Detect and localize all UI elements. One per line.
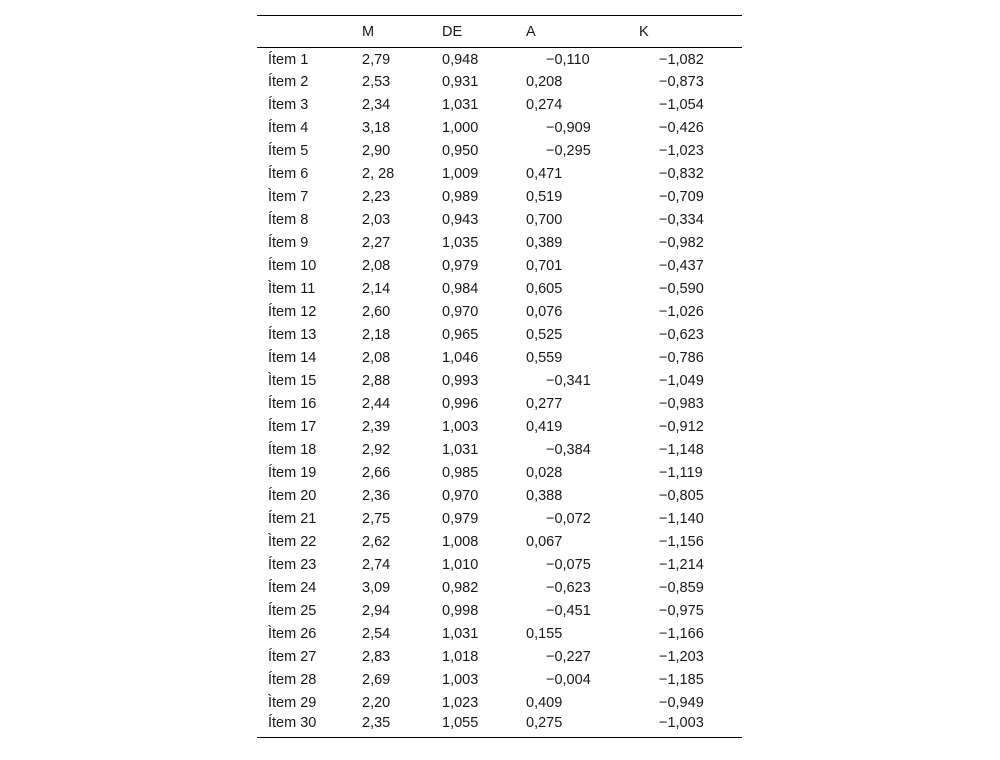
skewness-value: 0,388: [526, 488, 563, 504]
skewness-value: 0,028: [526, 465, 563, 481]
skewness-value: 0,700: [526, 212, 563, 228]
skewness-value: 0,525: [526, 327, 563, 343]
sd-value: 0,970: [442, 304, 479, 320]
mean-value: 2,94: [362, 603, 391, 619]
item-statistics-table: [257, 15, 742, 738]
item-label: Ítem 6: [268, 166, 309, 182]
skewness-value: −0,110: [546, 52, 590, 69]
item-label: Ítem 17: [268, 419, 317, 435]
item-label: Ítem 18: [268, 442, 317, 458]
table-row: [257, 508, 742, 531]
mean-value: 2,69: [362, 672, 391, 688]
skewness-value: 0,274: [526, 97, 563, 113]
table-row: [257, 600, 742, 623]
sd-value: 1,055: [442, 715, 479, 732]
skewness-value: 0,389: [526, 235, 563, 251]
kurtosis-value: −1,140: [659, 511, 704, 527]
sd-value: 0,985: [442, 465, 479, 481]
kurtosis-value: −1,185: [659, 672, 704, 688]
item-label: Ítem 5: [268, 143, 309, 159]
sd-value: 1,003: [442, 419, 479, 435]
skewness-value: 0,208: [526, 74, 563, 90]
mean-value: 2,36: [362, 488, 391, 504]
sd-value: 1,023: [442, 695, 479, 711]
item-label: Ítem 27: [268, 649, 317, 665]
kurtosis-value: −0,426: [659, 120, 704, 136]
kurtosis-value: −0,832: [659, 166, 704, 182]
item-label: Ítem 4: [268, 120, 309, 136]
item-label: Ìtem 29: [268, 695, 317, 711]
table-row: [257, 140, 742, 163]
skewness-value: −0,341: [546, 373, 591, 389]
item-label: Ìtem 15: [268, 373, 317, 389]
table-row: [257, 439, 742, 462]
kurtosis-value: −0,983: [659, 396, 704, 412]
table-row: [257, 462, 742, 485]
sd-value: 0,965: [442, 327, 479, 343]
item-label: Ìtem 22: [268, 534, 317, 550]
skewness-value: −0,072: [546, 511, 591, 527]
table-row: [257, 163, 742, 186]
mean-value: 3,18: [362, 120, 391, 136]
sd-value: 0,984: [442, 281, 479, 297]
table-row: [257, 370, 742, 393]
table-row: [257, 278, 742, 301]
item-label: Ítem 30: [268, 715, 317, 732]
table-row: [257, 255, 742, 278]
item-label: Ítem 21: [268, 511, 317, 527]
mean-value: 2,14: [362, 281, 391, 297]
kurtosis-value: −0,334: [659, 212, 704, 228]
table-row: [257, 485, 742, 508]
table-body: [257, 48, 742, 738]
skewness-value: 0,409: [526, 695, 563, 711]
mean-value: 2,44: [362, 396, 391, 412]
mean-value: 2,62: [362, 534, 391, 550]
kurtosis-value: −0,437: [659, 258, 704, 274]
table-header: [257, 16, 742, 48]
skewness-value: −0,623: [546, 580, 591, 596]
sd-value: 1,031: [442, 626, 479, 642]
kurtosis-value: −1,054: [659, 97, 704, 113]
header-de: DE: [442, 23, 463, 40]
item-label: Ítem 20: [268, 488, 317, 504]
item-label: Ítem 9: [268, 235, 309, 251]
mean-value: 2, 28: [362, 166, 395, 182]
item-label: Ìtem 11: [268, 281, 316, 297]
skewness-value: 0,155: [526, 626, 563, 642]
skewness-value: −0,909: [546, 120, 591, 136]
mean-value: 2,83: [362, 649, 391, 665]
item-label: Ítem 24: [268, 580, 317, 596]
sd-value: 1,035: [442, 235, 479, 251]
table-row: [257, 232, 742, 255]
kurtosis-value: −0,859: [659, 580, 704, 596]
sd-value: 0,993: [442, 373, 479, 389]
mean-value: 2,92: [362, 442, 391, 458]
skewness-value: −0,384: [546, 442, 591, 458]
table-row: [257, 623, 742, 646]
item-label: Ítem 3: [268, 97, 309, 113]
item-label: Ítem 2: [268, 74, 309, 90]
table-row: [257, 416, 742, 439]
mean-value: 2,79: [362, 52, 391, 69]
sd-value: 0,979: [442, 511, 479, 527]
table-row: [257, 94, 742, 117]
kurtosis-value: −0,590: [659, 281, 704, 297]
item-label: Ítem 23: [268, 557, 317, 573]
table-row: [257, 393, 742, 416]
mean-value: 2,08: [362, 350, 391, 366]
header-a: A: [526, 23, 536, 40]
kurtosis-value: −0,982: [659, 235, 704, 251]
skewness-value: 0,519: [526, 189, 563, 205]
kurtosis-value: −1,049: [659, 373, 704, 389]
kurtosis-value: −0,975: [659, 603, 704, 619]
mean-value: 2,23: [362, 189, 391, 205]
mean-value: 2,03: [362, 212, 391, 228]
table-row: [257, 324, 742, 347]
mean-value: 2,20: [362, 695, 391, 711]
mean-value: 2,90: [362, 143, 391, 159]
item-label: Ìtem 7: [268, 189, 309, 205]
table-row: [257, 715, 742, 738]
skewness-value: 0,559: [526, 350, 563, 366]
kurtosis-value: −0,949: [659, 695, 704, 711]
mean-value: 3,09: [362, 580, 391, 596]
kurtosis-value: −1,203: [659, 649, 704, 665]
item-label: Ìtem 26: [268, 626, 317, 642]
kurtosis-value: −0,709: [659, 189, 704, 205]
kurtosis-value: −1,214: [659, 557, 704, 573]
skewness-value: −0,295: [546, 143, 591, 159]
kurtosis-value: −1,026: [659, 304, 704, 320]
skewness-value: 0,277: [526, 396, 563, 412]
kurtosis-value: −1,148: [659, 442, 704, 458]
skewness-value: −0,227: [546, 649, 591, 665]
sd-value: 1,031: [442, 442, 479, 458]
kurtosis-value: −0,873: [659, 74, 704, 90]
sd-value: 0,979: [442, 258, 479, 274]
mean-value: 2,27: [362, 235, 391, 251]
table-row: [257, 577, 742, 600]
item-label: Ítem 13: [268, 327, 317, 343]
mean-value: 2,34: [362, 97, 391, 113]
sd-value: 1,003: [442, 672, 479, 688]
sd-value: 1,031: [442, 97, 479, 113]
sd-value: 1,010: [442, 557, 479, 573]
kurtosis-value: −0,623: [659, 327, 704, 343]
header-row: [257, 16, 742, 48]
skewness-value: 0,471: [526, 166, 563, 182]
sd-value: 1,018: [442, 649, 479, 665]
mean-value: 2,54: [362, 626, 391, 642]
sd-value: 1,046: [442, 350, 479, 366]
skewness-value: −0,004: [546, 672, 591, 688]
mean-value: 2,39: [362, 419, 391, 435]
skewness-value: 0,067: [526, 534, 563, 550]
sd-value: 0,970: [442, 488, 479, 504]
mean-value: 2,08: [362, 258, 391, 274]
mean-value: 2,74: [362, 557, 391, 573]
sd-value: 0,996: [442, 396, 479, 412]
table-row: [257, 347, 742, 370]
sd-value: 1,009: [442, 166, 479, 182]
item-label: Ítem 19: [268, 465, 317, 481]
sd-value: 0,982: [442, 580, 479, 596]
mean-value: 2,88: [362, 373, 391, 389]
sd-value: 1,000: [442, 120, 479, 136]
mean-value: 2,60: [362, 304, 391, 320]
sd-value: 0,998: [442, 603, 479, 619]
kurtosis-value: −1,156: [659, 534, 704, 550]
header-m: M: [362, 23, 375, 40]
item-label: Ítem 12: [268, 304, 317, 320]
header-k: K: [639, 23, 649, 40]
kurtosis-value: −0,805: [659, 488, 704, 504]
item-label: Ítem 10: [268, 258, 317, 274]
skewness-value: 0,419: [526, 419, 563, 435]
item-label: Ítem 28: [268, 672, 317, 688]
skewness-value: 0,605: [526, 281, 563, 297]
mean-value: 2,75: [362, 511, 391, 527]
kurtosis-value: −0,912: [659, 419, 704, 435]
item-label: Ítem 1: [268, 52, 309, 69]
mean-value: 2,66: [362, 465, 391, 481]
kurtosis-value: −0,786: [659, 350, 704, 366]
table-row: [257, 209, 742, 232]
table-row: [257, 301, 742, 324]
table-row: [257, 531, 742, 554]
kurtosis-value: −1,003: [659, 715, 704, 732]
sd-value: 0,989: [442, 189, 479, 205]
table-row: [257, 554, 742, 577]
skewness-value: 0,701: [526, 258, 563, 274]
table-row: [257, 669, 742, 692]
sd-value: 0,931: [442, 74, 479, 90]
item-label: Ítem 16: [268, 396, 317, 412]
table-row: [257, 692, 742, 715]
sd-value: 0,948: [442, 52, 479, 69]
item-label: Ítem 25: [268, 603, 317, 619]
header-item: [257, 16, 362, 48]
item-label: Ítem 8: [268, 212, 309, 228]
mean-value: 2,53: [362, 74, 391, 90]
sd-value: 0,950: [442, 143, 479, 159]
skewness-value: −0,451: [546, 603, 591, 619]
kurtosis-value: −1,166: [659, 626, 704, 642]
item-label: Ítem 14: [268, 350, 317, 366]
kurtosis-value: −1,119: [659, 465, 703, 481]
kurtosis-value: −1,082: [659, 52, 704, 69]
statistics-table-container: [257, 15, 742, 738]
skewness-value: 0,076: [526, 304, 563, 320]
kurtosis-value: −1,023: [659, 143, 704, 159]
table-row: [257, 48, 742, 71]
table-row: [257, 646, 742, 669]
sd-value: 0,943: [442, 212, 479, 228]
table-row: [257, 117, 742, 140]
table-row: [257, 71, 742, 94]
skewness-value: −0,075: [546, 557, 591, 573]
table-row: [257, 186, 742, 209]
skewness-value: 0,275: [526, 715, 563, 732]
mean-value: 2,18: [362, 327, 391, 343]
mean-value: 2,35: [362, 715, 391, 732]
sd-value: 1,008: [442, 534, 479, 550]
